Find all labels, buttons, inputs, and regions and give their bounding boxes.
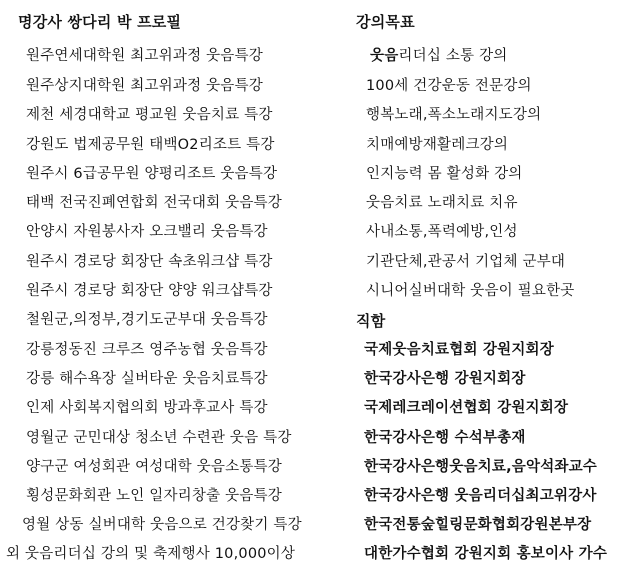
title-item: 국제웃음치료협회 강원지회장: [364, 342, 554, 358]
lecture-history-item: 원주시 6급공무원 양평리조트 웃음특강: [26, 166, 278, 182]
lecture-history-item: 원주시 경로당 회장단 속초워크샵 특강: [26, 254, 273, 270]
goal-item: 치매예방재활레크강의: [366, 137, 509, 153]
title-item: 대한가수협회 강원지회 홍보이사 가수: [364, 546, 608, 562]
lecture-history-item: 강릉 해수욕장 실버타운 웃음치료특강: [26, 371, 268, 387]
lecture-history-item: 원주상지대학원 최고위과정 웃음특강: [26, 78, 263, 94]
goal-item: 인지능력 몸 활성화 강의: [366, 166, 523, 182]
lecture-history-item: 제천 세경대학교 평교원 웃음치료 특강: [26, 107, 273, 123]
lecture-history-item: 강원도 법제공무원 태백O2리조트 특강: [26, 137, 275, 153]
goal-item-text: 리더십 소통 강의: [398, 48, 508, 64]
lecture-history-item: 철원군,의정부,경기도군부대 웃음특강: [26, 312, 268, 328]
title-item: 한국강사은행 수석부총재: [364, 430, 526, 446]
goal-heading: 강의목표: [356, 13, 415, 31]
lecture-history-item: 안양시 자원봉사자 오크밸리 웃음특강: [26, 224, 268, 240]
goal-item: 100세 건강운동 전문강의: [366, 78, 532, 94]
title-item: 국제레크레이션협회 강원지회장: [364, 400, 569, 416]
lecture-history-summary: 외 웃음리더십 강의 및 축제행사 10,000이상: [6, 546, 296, 562]
title-item: 한국강사은행 웃음리더십최고위강사: [364, 488, 597, 504]
goal-item: 기관단체,관공서 기업체 군부대: [366, 254, 566, 270]
title-item: 한국강사은행 강원지회장: [364, 371, 526, 387]
title-item: 한국강사은행웃음치료,음악석좌교수: [364, 459, 598, 475]
goal-item: [370, 46, 508, 66]
goal-item: 사내소통,폭력예방,인성: [366, 224, 518, 240]
lecture-history-item: 태백 전국진폐연합회 전국대회 웃음특강: [26, 195, 282, 211]
goal-item-emphasis: 웃음: [370, 48, 399, 64]
profile-heading: 명강사 쌍다리 박 프로필: [18, 13, 182, 31]
lecture-history-item: 원주연세대학원 최고위과정 웃음특강: [26, 48, 263, 64]
lecture-history-item: 인제 사회복지협의회 방과후교사 특강: [26, 400, 268, 416]
title-heading: 직함: [356, 312, 386, 330]
lecture-history-item: 강릉정동진 크루즈 영주농협 웃음특강: [26, 342, 268, 358]
goal-item: 웃음치료 노래치료 치유: [366, 195, 518, 211]
goal-item: 시니어실버대학 웃음이 필요한곳: [366, 283, 575, 299]
lecture-history-item: 원주시 경로당 회장단 양양 워크샵특강: [26, 283, 273, 299]
title-item: 한국전통숲힐링문화협회강원본부장: [364, 517, 592, 533]
goal-item: 행복노래,폭소노래지도강의: [366, 107, 542, 123]
lecture-history-item: 양구군 여성회관 여성대학 웃음소통특강: [26, 459, 282, 475]
lecture-history-item: 영월 상동 실버대학 웃음으로 건강찾기 특강: [22, 517, 302, 533]
lecture-history-item: 영월군 군민대상 청소년 수련관 웃음 특강: [26, 430, 292, 446]
lecture-history-item: 횡성문화회관 노인 일자리창출 웃음특강: [26, 488, 282, 504]
